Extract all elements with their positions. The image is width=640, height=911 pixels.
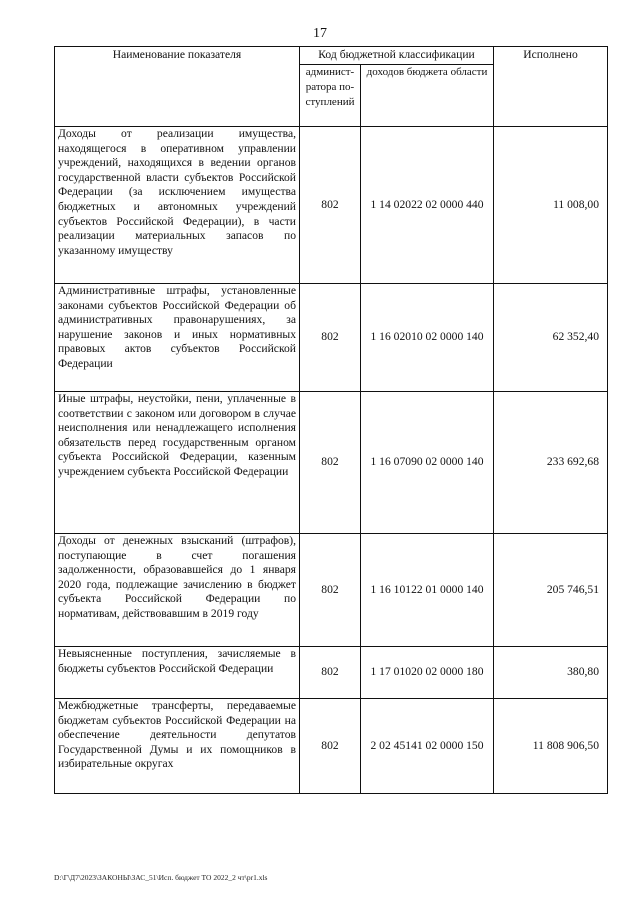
- indicator-name-cell: Межбюджетные трансферты, передаваемые бюджетам субъектов Российской Федерации на обеспечение деятельности депутатов Государственной Думы и их помощников в избирательные округах: [55, 699, 300, 794]
- income-code-cell: 2 02 45141 02 0000 150: [361, 699, 494, 794]
- income-code-cell: 1 16 10122 01 0000 140: [361, 534, 494, 647]
- amount-cell: 11 008,00: [494, 127, 608, 284]
- amount-cell: 62 352,40: [494, 284, 608, 392]
- table-row: [55, 647, 608, 699]
- admin-code-cell: 802: [300, 284, 361, 392]
- income-code-cell: 1 14 02022 02 0000 440: [361, 127, 494, 284]
- amount-cell: 11 808 906,50: [494, 699, 608, 794]
- footer-file-path: D:\Г\Д7\2023\ЗАКОНЫ\ЗАС_51\Исп. бюджет ТО 2022_2 чт\pr1.xls: [54, 873, 268, 882]
- admin-code-cell: 802: [300, 392, 361, 534]
- amount-cell: 233 692,68: [494, 392, 608, 534]
- indicator-name-cell: Невыясненные поступления, зачисляемые в бюджеты субъектов Российской Федерации: [55, 647, 300, 699]
- header-administrator: админист-ратора по-ступлений: [300, 65, 361, 127]
- indicator-name-cell: Иные штрафы, неустойки, пени, уплаченные в соответствии с законом или договором в случае неисполнения или ненадлежащего исполнения обязательств перед государственным органом субъекта Российской Федерации, казенным учреждением субъекта Российской Федерации: [55, 392, 300, 534]
- amount-cell: 380,80: [494, 647, 608, 699]
- income-code-cell: 1 16 02010 02 0000 140: [361, 284, 494, 392]
- admin-code-cell: 802: [300, 699, 361, 794]
- page-number: 17: [313, 26, 327, 41]
- budget-execution-table: [54, 46, 608, 794]
- table-row: [55, 127, 608, 284]
- admin-code-cell: 802: [300, 534, 361, 647]
- header-indicator-name: Наименование показателя: [55, 47, 300, 127]
- table-row: [55, 699, 608, 794]
- indicator-name-cell: Административные штрафы, установленные законами субъектов Российской Федерации об административных правонарушениях, за нарушение законов и иных нормативных правовых актов субъектов Российской Федерации: [55, 284, 300, 392]
- table-row: [55, 392, 608, 534]
- header-regional-income: доходов бюджета области: [361, 65, 494, 127]
- admin-code-cell: 802: [300, 127, 361, 284]
- indicator-name-cell: Доходы от денежных взысканий (штрафов), поступающие в счет погашения задолженности, образовавшейся до 1 января 2020 года, подлежащие зачислению в бюджет субъекта Российской Федерации по нормативам, действовавшим в 2019 году: [55, 534, 300, 647]
- header-executed: Исполнено: [494, 47, 608, 127]
- admin-code-cell: 802: [300, 647, 361, 699]
- amount-cell: 205 746,51: [494, 534, 608, 647]
- indicator-name-cell: Доходы от реализации имущества, находящегося в оперативном управлении учреждений, находящихся в ведении органов государственной власти субъектов Российской Федерации (за исключением имущества бюджетных и автономных учреждений субъектов Российской Федерации), в части реализации материальных запасов по указанному имуществу: [55, 127, 300, 284]
- header-budget-classification-code: Код бюджетной классификации: [300, 47, 494, 65]
- table-row: [55, 534, 608, 647]
- income-code-cell: 1 17 01020 02 0000 180: [361, 647, 494, 699]
- table-row: [55, 284, 608, 392]
- income-code-cell: 1 16 07090 02 0000 140: [361, 392, 494, 534]
